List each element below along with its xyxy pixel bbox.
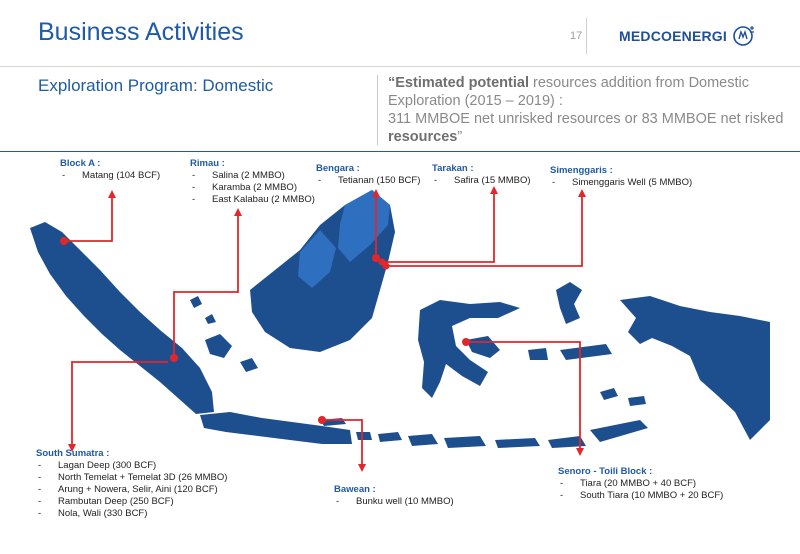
label-rimau-title: Rimau :: [190, 158, 225, 169]
arrowhead-senoro: [576, 448, 584, 456]
list-item: - Lagan Deep (300 BCF): [36, 460, 227, 472]
list-item: - Safira (15 MMBO): [432, 175, 531, 187]
page-title: Business Activities: [38, 18, 244, 46]
belitung-island: [240, 358, 258, 372]
sumatra-island: [30, 222, 214, 414]
page-number: 17: [570, 30, 583, 42]
label-rimau: [190, 158, 315, 206]
label-block-a-title: Block A :: [60, 158, 101, 169]
list-item: - Salina (2 MMBO): [190, 170, 315, 182]
list-item: - South Tiara (10 MMBO + 20 BCF): [558, 490, 723, 502]
label-bawean: [334, 484, 454, 508]
label-simenggaris-list: [550, 177, 692, 189]
label-south-sumatra-title: South Sumatra :: [36, 448, 110, 459]
list-item: - Matang (104 BCF): [60, 170, 160, 182]
marker-rimau: [170, 354, 178, 362]
marker-block-a: [60, 237, 68, 245]
quote-line1: resources addition from Domestic Exploration (2015 – 2019) :: [388, 75, 749, 109]
section-subtitle: Exploration Program: Domestic: [38, 76, 274, 95]
label-simenggaris: [550, 165, 692, 189]
arrowhead-rimau: [234, 208, 242, 216]
list-item: - Tetianan (150 BCF): [316, 175, 420, 187]
maluku-small: [600, 388, 646, 406]
label-tarakan-title: Tarakan :: [432, 163, 474, 174]
list-item: - Nola, Wali (330 BCF): [36, 508, 227, 520]
quote-emphasis-2: resources: [388, 129, 458, 145]
list-item: - Arung + Nowera, Selir, Aini (120 BCF): [36, 484, 227, 496]
list-item: - East Kalabau (2 MMBO): [190, 194, 315, 206]
label-tarakan-list: [432, 175, 531, 187]
label-simenggaris-title: Simenggaris :: [550, 165, 613, 176]
label-senoro: [558, 466, 723, 502]
connector-tarakan: [382, 192, 494, 262]
marker-bawean: [318, 416, 326, 424]
list-item: - Bunku well (10 MMBO): [334, 496, 454, 508]
label-tarakan: [432, 163, 531, 187]
nusa-tenggara: [356, 432, 586, 448]
list-item: - Rambutan Deep (250 BCF): [36, 496, 227, 508]
arrowhead-simenggaris: [578, 189, 586, 197]
label-south-sumatra-list: [36, 460, 227, 520]
connector-senoro: [466, 342, 580, 450]
label-rimau-list: [190, 170, 315, 206]
marker-simenggaris: [383, 263, 390, 270]
arrowhead-tarakan: [490, 186, 498, 194]
quote-line2: 311 MMBOE net unrisked resources or 83 MMBOE net risked: [388, 111, 784, 127]
list-item: - Simenggaris Well (5 MMBO): [550, 177, 692, 189]
list-item: - North Temelat + Temelat 3D (26 MMBO): [36, 472, 227, 484]
bangka-island: [205, 334, 232, 358]
seram-island: [560, 344, 612, 360]
logo-text: MEDCOENERGI: [619, 28, 727, 44]
label-bengara-title: Bengara :: [316, 163, 360, 174]
buru-island: [528, 348, 548, 360]
map-landmass: [30, 190, 770, 448]
label-south-sumatra: [36, 448, 227, 520]
java-island: [200, 412, 352, 444]
quote-emphasis: “Estimated potential: [388, 75, 529, 91]
connector-block-a: [64, 196, 112, 241]
timor-island: [590, 420, 648, 442]
label-bawean-title: Bawean :: [334, 484, 376, 495]
arrowhead-bawean: [358, 464, 366, 472]
label-block-a: [60, 158, 160, 182]
label-senoro-list: [558, 478, 723, 502]
arrowhead-block-a: [108, 190, 116, 198]
sulawesi-island: [418, 300, 520, 398]
label-block-a-list: [60, 170, 160, 182]
quote-end: ”: [457, 129, 463, 145]
label-bengara-list: [316, 175, 420, 187]
label-bawean-list: [334, 496, 454, 508]
label-bengara: [316, 163, 420, 187]
marker-senoro: [462, 338, 470, 346]
label-senoro-title: Senoro - Toili Block :: [558, 466, 653, 477]
connector-simenggaris: [386, 195, 582, 266]
halmahera-island: [556, 282, 582, 324]
riau-islands: [190, 296, 216, 324]
connector-rimau: [174, 214, 238, 358]
sulawesi-se-arm: [466, 336, 500, 358]
list-item: - Karamba (2 MMBO): [190, 182, 315, 194]
list-item: - Tiara (20 MMBO + 40 BCF): [558, 478, 723, 490]
papua-island: [620, 296, 770, 440]
